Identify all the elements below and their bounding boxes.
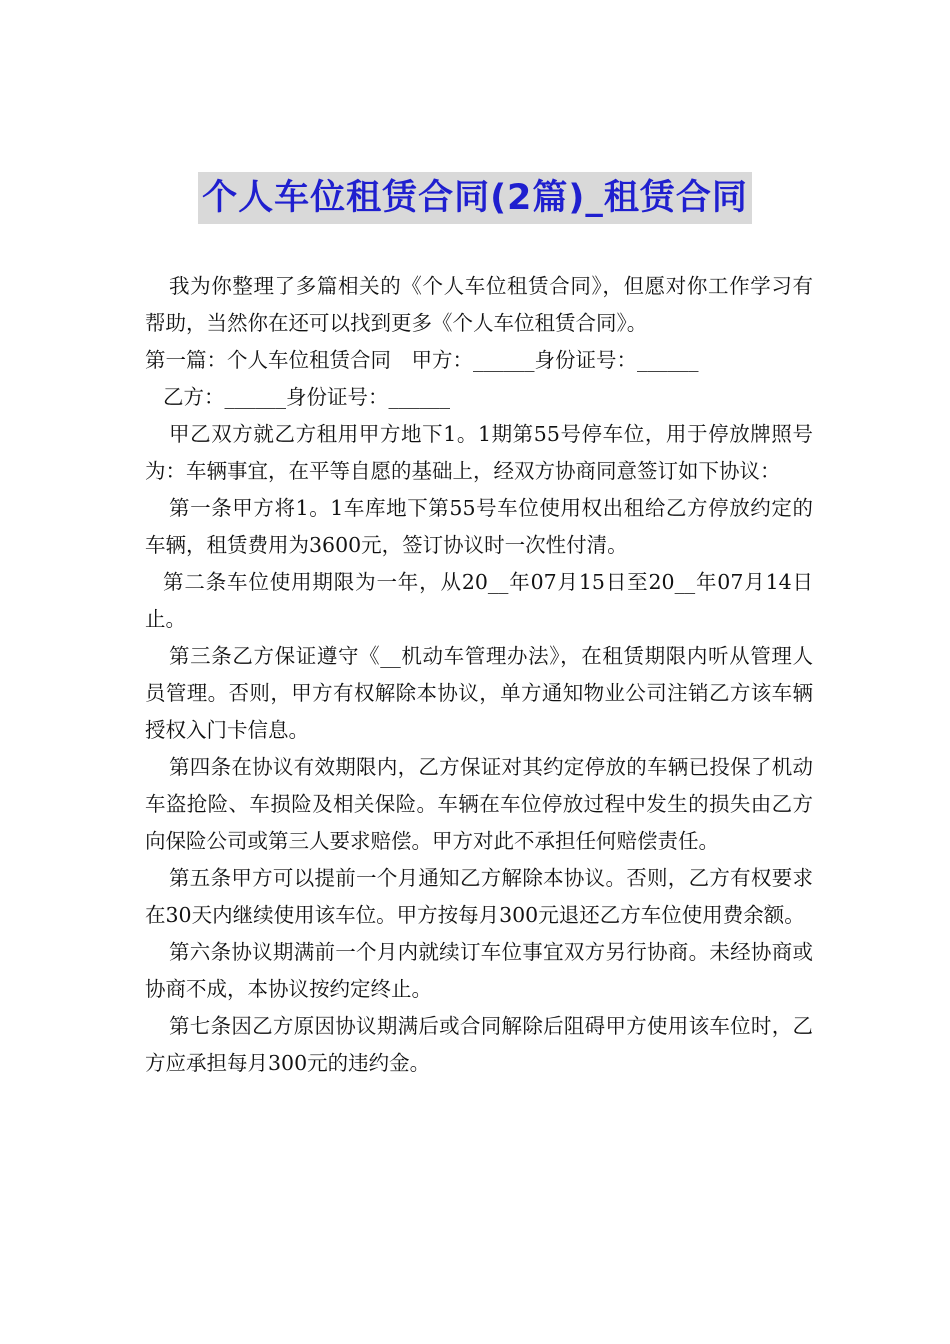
clause-1: 第一条甲方将1。1车库地下第55号车位使用权出租给乙方停放约定的车辆，租赁费用为3600元，签订协议时一次性付清。 [145,496,813,557]
clause-7: 第七条因乙方原因协议期满后或合同解除后阻碍甲方使用该车位时，乙方应承担每月300元的违约金。 [145,1014,813,1075]
clause-4: 第四条在协议有效期限内，乙方保证对其约定停放的车辆已投保了机动车盗抢险、车损险及相关保险。车辆在车位停放过程中发生的损失由乙方向保险公司或第三人要求赔偿。甲方对此不承担任何赔偿责任。 [145,755,813,853]
clause-6: 第六条协议期满前一个月内就续订车位事宜双方另行协商。未经协商或协商不成，本协议按约定终止。 [145,940,813,1001]
clause-2: 第二条车位使用期限为一年，从20__年07月15日至20__年07月14日止。 [145,570,813,631]
document-title: 个人车位租赁合同(2篇)_租赁合同 [198,172,752,224]
document-body [145,268,813,1082]
title-container [0,172,950,224]
party-a-line: 第一篇：个人车位租赁合同 甲方：______身份证号：______ [145,348,699,372]
agreement-preamble: 甲乙双方就乙方租用甲方地下1。1期第55号停车位，用于停放牌照号为：车辆事宜，在平等自愿的基础上，经双方协商同意签订如下协议： [145,422,813,483]
clause-3: 第三条乙方保证遵守《__机动车管理办法》，在租赁期限内听从管理人员管理。否则，甲方有权解除本协议，单方通知物业公司注销乙方该车辆授权入门卡信息。 [145,644,813,742]
party-b-line: 乙方：______身份证号：______ [163,385,450,409]
intro-paragraph: 我为你整理了多篇相关的《个人车位租赁合同》，但愿对你工作学习有帮助，当然你在还可以找到更多《个人车位租赁合同》。 [145,274,813,335]
clause-5: 第五条甲方可以提前一个月通知乙方解除本协议。否则，乙方有权要求在30天内继续使用该车位。甲方按每月300元退还乙方车位使用费余额。 [145,866,813,927]
